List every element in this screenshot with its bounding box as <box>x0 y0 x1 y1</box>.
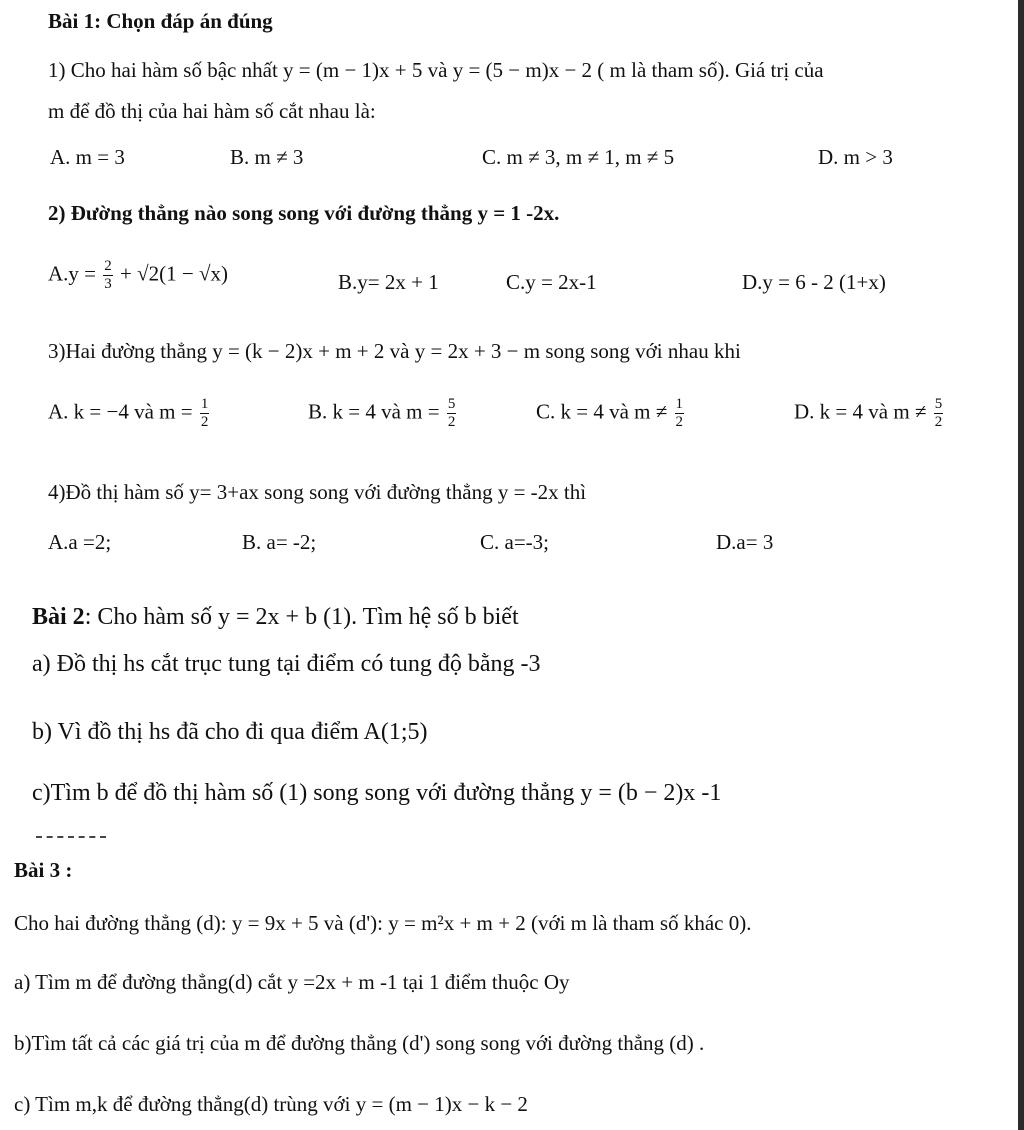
q3-option-c-fraction <box>675 396 685 431</box>
exercise-2-heading <box>32 604 519 631</box>
exercise-3-part-b: b)Tìm tất cả các giá trị của m để đường thẳng (d') song song với đường thẳng (d) . <box>14 1031 705 1055</box>
q3-stem: 3)Hai đường thẳng y = (k − 2)x + m + 2 và y = 2x + 3 − m song song với nhau khi <box>48 339 741 363</box>
q3-option-d-numerator: 5 <box>934 396 943 412</box>
q3-option-c-numerator: 1 <box>675 396 684 412</box>
q2-option-a-suffix: + √2(1 − √x) <box>120 261 228 286</box>
exercise-3-intro: Cho hai đường thẳng (d): y = 9x + 5 và (d'): y = m²x + m + 2 (với m là tham số khác 0). <box>14 911 752 935</box>
q1-option-b: B. m ≠ 3 <box>230 145 304 169</box>
q3-option-b-numerator: 5 <box>447 396 456 412</box>
exercise-1-title: Bài 1: Chọn đáp án đúng <box>48 9 273 33</box>
exercise-2-intro: : Cho hàm số y = 2x + b (1). Tìm hệ số b biết <box>84 604 519 630</box>
q3-option-a-denominator: 2 <box>200 414 209 430</box>
q3-option-d <box>794 396 945 431</box>
exercise-2-title: Bài 2 <box>32 604 85 630</box>
q3-option-b <box>308 396 458 431</box>
q3-option-a-prefix: A. k = −4 và m = <box>48 399 193 424</box>
q3-option-a-fraction <box>200 396 210 431</box>
q3-option-b-prefix: B. k = 4 và m = <box>308 399 440 424</box>
q3-option-a-numerator: 1 <box>200 396 209 412</box>
q4-stem: 4)Đồ thị hàm số y= 3+ax song song với đường thẳng y = -2x thì <box>48 480 587 504</box>
q4-option-b: B. a= -2; <box>242 530 317 554</box>
q4-option-a: A.a =2; <box>48 530 112 554</box>
exercise-3-part-c: c) Tìm m,k để đường thẳng(d) trùng với y = (m − 1)x − k − 2 <box>14 1092 528 1116</box>
q2-stem: 2) Đường thẳng nào song song với đường thẳng y = 1 -2x. <box>48 201 560 225</box>
q3-option-b-fraction <box>447 396 457 431</box>
q3-option-b-denominator: 2 <box>447 414 456 430</box>
exercise-3-title: Bài 3 : <box>14 858 73 882</box>
exercise-3-part-a: a) Tìm m để đường thẳng(d) cắt y =2x + m -1 tại 1 điểm thuộc Oy <box>14 970 570 994</box>
exercise-2-part-b: b) Vì đồ thị hs đã cho đi qua điểm A(1;5) <box>32 719 428 745</box>
q3-option-d-prefix: D. k = 4 và m ≠ <box>794 399 927 424</box>
q2-option-a-fraction <box>103 258 113 293</box>
q3-option-d-denominator: 2 <box>934 414 943 430</box>
q2-option-a-denominator: 3 <box>104 276 112 292</box>
q3-option-c-prefix: C. k = 4 và m ≠ <box>536 399 668 424</box>
q2-option-a-prefix: A.y = <box>48 261 97 286</box>
q2-option-a-numerator: 2 <box>104 258 112 274</box>
exercise-2-part-c: c)Tìm b để đồ thị hàm số (1) song song với đường thẳng y = (b − 2)x -1 <box>32 780 722 806</box>
q3-option-c <box>536 396 686 431</box>
q4-option-c: C. a=-3; <box>480 530 549 554</box>
q1-option-d: D. m > 3 <box>818 145 893 169</box>
exercise-2-part-a: a) Đồ thị hs cắt trục tung tại điểm có tung độ bằng -3 <box>32 651 541 677</box>
q1-option-c: C. m ≠ 3, m ≠ 1, m ≠ 5 <box>482 145 675 169</box>
separator-dashes <box>36 836 106 838</box>
q3-option-a <box>48 396 211 431</box>
q3-option-d-fraction <box>934 396 944 431</box>
q2-option-d: D.y = 6 - 2 (1+x) <box>742 270 886 294</box>
q2-option-a <box>48 258 228 293</box>
q1-option-a: A. m = 3 <box>50 145 125 169</box>
q1-stem-line1: 1) Cho hai hàm số bậc nhất y = (m − 1)x + 5 và y = (5 − m)x − 2 ( m là tham số). Giá trị của <box>48 58 824 82</box>
q4-option-d: D.a= 3 <box>716 530 774 554</box>
q1-stem-line2: m để đồ thị của hai hàm số cắt nhau là: <box>48 99 376 123</box>
q2-option-c: C.y = 2x-1 <box>506 270 597 294</box>
q3-option-c-denominator: 2 <box>675 414 684 430</box>
right-border <box>1018 0 1024 1130</box>
q2-option-b: B.y= 2x + 1 <box>338 270 439 294</box>
